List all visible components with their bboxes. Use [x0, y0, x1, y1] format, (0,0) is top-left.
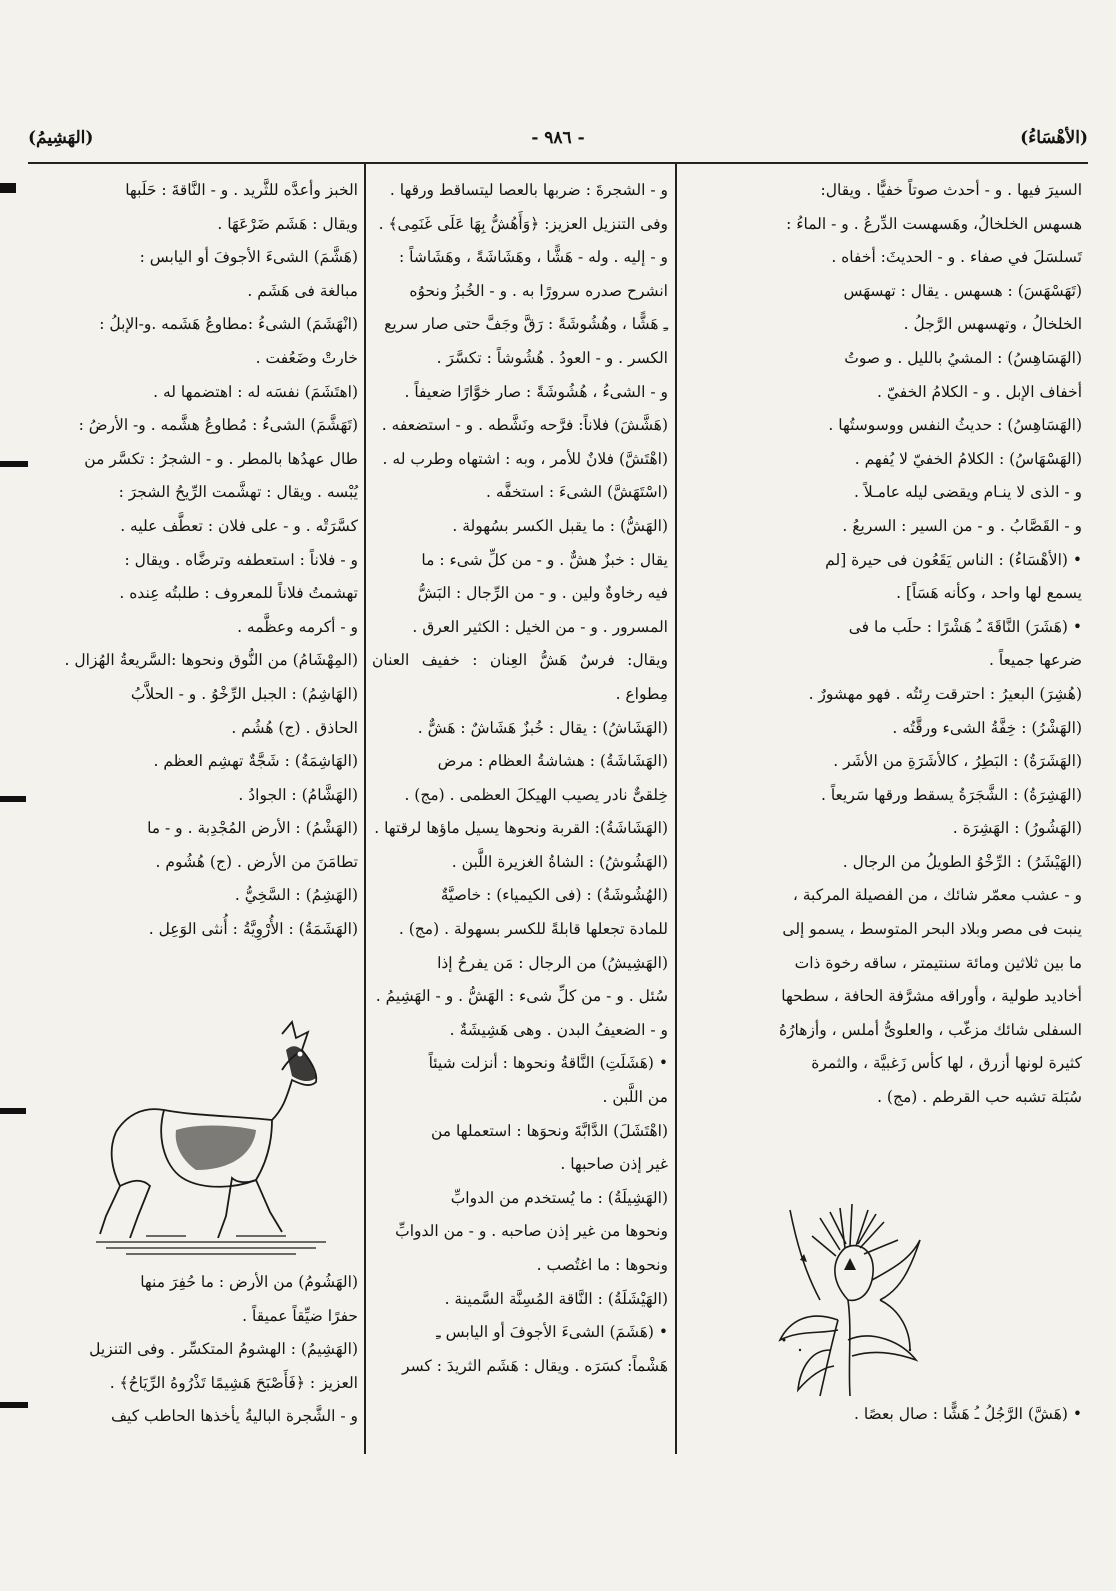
entry-line: يقال : خبزٌ هشٌّ . و - من كلِّ شىء : ما: [421, 550, 668, 569]
entry-line: الخبز وأعدَّه للثَّريد . و - النَّاقةَ : حَلَبها: [125, 181, 358, 199]
entry-line: من اللَّبن .: [602, 1088, 668, 1107]
margin-mark: [0, 796, 26, 802]
entry-line: هسهس الخلخالُ، وهَسهست الدِّرعُ . و - الماءُ :: [786, 214, 1082, 233]
entry-line: • (هَشَرَ) النَّاقَةَ ـُ هَشْرًا : حلَب ما فى: [848, 617, 1082, 636]
entry-line: (تَهَسْهَسَ) : هسهس . يقال : تهسهَس: [843, 281, 1082, 300]
entry-line: (الهَسْهَاسُ) : الكلامُ الخفيّ لا يُفهم .: [854, 449, 1082, 468]
entry-line: (الهَشُّ) : ما يقبل الكسر بسُهولة .: [452, 516, 668, 535]
entry-line: (الهَشُومُ) من الأرض : ما حُفِرَ منها: [140, 1273, 358, 1291]
entry-line: (الهُشُوشَةُ) : (فى الكيمياء) : خاصيَّةٌ: [440, 886, 668, 905]
entry-line: (الهَيْشَلَةُ) : النَّاقة المُسِنَّة السَّمينة .: [444, 1289, 668, 1308]
entry-line: ينبت فى مصر وبلاد البحر المتوسط ، يسمو إلى: [782, 920, 1082, 939]
margin-mark: [0, 1402, 28, 1408]
entry-line: (اسْتَهَشَّ) الشىءَ : استخفَّه .: [485, 483, 668, 502]
entry-line: و - الذى لا ينـام ويقضى ليله عامـلاً .: [854, 483, 1082, 502]
entry-line: • (هَشَلَتِ) النَّاقةُ ونحوها : أنزلت شيئاً: [428, 1054, 668, 1073]
entry-line: خِلقىٌّ نادر يصيب الهيكلَ العظمى . (مج) .: [404, 785, 668, 804]
entry-line: ويقال: فرسٌ هَشُّ العِنان : خفيف العنان مِطواع .: [372, 651, 668, 703]
entry-line: و - الشجرةَ : ضربها بالعصا ليتساقط ورقها .: [389, 181, 668, 199]
entry-line: (الهَشِرَةُ) : الشَّجَرَةُ يسقط ورقها سَريعاً .: [820, 785, 1082, 804]
entry-line: (هَشَّشَ) فلاناً: فرَّحه ونَشَّطه . و - استضعفه .: [381, 416, 668, 435]
entry-line: (الهَسَاهِسُ) : المشيُ بالليل . و صوتُ: [844, 348, 1082, 367]
entry-line: الحاذق . (ج) هُشُم .: [231, 718, 358, 737]
entry-line: للمادة تجعلها قابلةً للكسر بسهولة . (مج) .: [398, 920, 668, 939]
entry-line: (الهَشُورُ) : الهَشِرَة .: [952, 819, 1082, 838]
entry-line: (الهَشَرَةُ) : البَطِرُ ، كالأشَرَةِ من الأشَر .: [833, 752, 1082, 771]
entry-line: يُبْسه . ويقال : تهشَّمت الرِّيحُ الشجرَ :: [118, 483, 358, 502]
entry-line: • (الأهْسَاءُ) : الناس يَقَعُون فى حيرة [لم: [825, 550, 1082, 569]
entry-line: (الهَشْرُ) : خِفَّةُ الشىء ورقَّتُه .: [892, 718, 1082, 737]
left-guide-word: (الهَشِيمُ): [28, 128, 94, 148]
entry-line: (الهَشْمُ) : الأرض المُجْدِبة . و - ما: [147, 819, 358, 838]
entry-line: الكسر . و - العودُ . هُشُوشاً : تكسَّرَ .: [436, 348, 668, 367]
entry-line: (الهَشِمُ) : السَّخِيُّ .: [234, 886, 358, 905]
column-divider-left: [364, 164, 366, 1454]
thistle-illustration: [760, 1200, 940, 1400]
margin-mark: [0, 1108, 26, 1114]
entry-line: (الهَاشِمُ) : الجبل الرِّخْوُ . و - الحلاَّبُ: [130, 684, 358, 703]
entry-line: ما بين ثلاثين ومائة سنتيمتر ، ساقه رخوة ذات: [794, 953, 1082, 972]
column-middle: [372, 174, 668, 1383]
entry-line: العزيز : ﴿فَأَصْبَحَ هَشِيمًا تَذْرُوهُ الرِّيَاحُ﴾ .: [109, 1373, 358, 1392]
entry-line: (الهَشَاشَةُ) : هشاشةُ العظام : مرض: [437, 752, 668, 771]
entry-line: فيه رخاوةٌ ولين . و - من الرِّجال : البَشُّ: [417, 584, 668, 603]
entry-line: (الهَشِيشُ) من الرجال : مَن يفرحُ إذا: [437, 953, 668, 972]
entry-line: (المِهْشَامُ) من النُّوق ونحوها :السَّريعةُ الهُزال .: [64, 651, 358, 670]
entry-line: يسمع لها واحد ، وكأنه هَسَاً] .: [896, 584, 1082, 603]
entry-line: الخلخالُ ، وتهسهس الرَّجلُ .: [903, 315, 1082, 334]
entry-line: انشرح صدره سرورًا به . و - الخُبزُ ونحوُه: [409, 281, 668, 300]
entry-line: المسرور . و - من الخيل : الكثير العرق .: [412, 617, 668, 636]
entry-line: تَسلسَلَ في صفاء . و - الحديثَ: أخفاه .: [831, 248, 1082, 267]
entry-line: حفرًا ضيِّقاً عميقاً .: [242, 1306, 358, 1325]
entry-line: و - أكرمه وعظَّمه .: [237, 617, 358, 636]
entry-line: (الهَسَاهِسُ) : حديثُ النفس ووسوستُها .: [828, 416, 1082, 435]
entry-line: (تَهَشَّمَ) الشىءُ : مُطاوعُ هشَّمه . و- الأرضُ :: [78, 416, 358, 435]
column-left: [56, 174, 358, 947]
entry-line: و - الشىءُ ، هُشُوشَةً : صار خوَّارًا ضعيفاً .: [404, 382, 668, 401]
entry-line: السفلى شائك مزغّب ، والعلوىُّ أملس ، وأزهارُهُ: [778, 1020, 1082, 1039]
entry-line: أخفاف الإبل . و - الكلامُ الخفيّ .: [876, 382, 1082, 401]
entry-line: سُئل . و - من كلِّ شىء : الهَشُّ . و - الهَشِيمُ .: [375, 987, 668, 1006]
entry-line: (الهَشِيمُ) : الهشومُ المتكسِّر . وفى التنزيل: [89, 1340, 358, 1359]
entry-line: • (هَشَمَ) الشىءَ الأجوفَ أو اليابس ـِ: [436, 1323, 668, 1342]
column-left-bottom: [56, 1266, 358, 1434]
entry-line: ويقال : هَشَم ضَرْعَهَا .: [217, 214, 358, 233]
entry-line: غير إذن صاحبها .: [560, 1155, 668, 1174]
entry-line: (اهتَشَمَ) نفسَه له : اهتضمها له .: [153, 382, 358, 401]
entry-line: (الهَشَمَةُ) : الأُرْوِيَّةُ : أُنثى الوَعِل .: [148, 920, 358, 939]
column-divider-right: [675, 164, 677, 1454]
page-number: - ٩٨٦ -: [531, 128, 585, 148]
entry-line: (الهَشُوشُ) : الشاةُ الغزيرة اللَّبن .: [451, 852, 668, 871]
entry-line: (الهَيْشَرُ) : الرِّخْوُ الطويلُ من الرجال .: [842, 852, 1082, 871]
entry-line: سُبَلة تشبه حب القرطم . (مج) .: [877, 1088, 1082, 1107]
entry-line: ضرعها جميعاً .: [988, 651, 1082, 670]
column-right-bottom: [682, 1398, 1082, 1432]
entry-line: و - الضعيفُ البدن . وهى هَشِيشَةٌ .: [449, 1020, 668, 1039]
margin-mark: [0, 183, 16, 193]
entry-line: كثيرة لونها أزرق ، لها كأس زَغبيَّة ، والثمرة: [811, 1054, 1082, 1073]
entry-line: السيرَ فيها . و - أحدث صوتاً خفيًّا . ويقال:: [820, 181, 1082, 199]
entry-line: ونحوها من غير إذن صاحبه . و - من الدوابِّ: [395, 1222, 668, 1241]
entry-line: هَشْماً: كسَرَه . ويقال : هَشَم الثريدَ : كسر: [402, 1356, 668, 1375]
entry-line: (الهَشَّامُ) : الجوادُ .: [238, 785, 358, 804]
entry-line: وفى التنزيل العزيز: ﴿وَأَهُشُّ بِهَا عَلَى غَنَمِى﴾ .: [378, 214, 668, 233]
header-rule: [28, 162, 1088, 164]
entry-line: و - الشَّجرة الباليةُ يأخذها الحاطب كيف: [110, 1407, 358, 1426]
entry-line: و - القَصَّابُ . و - من السير : السريعُ .: [842, 516, 1082, 535]
entry-line: مبالغة فى هَشَم .: [247, 281, 358, 300]
entry-line: ـِ هَشًّا ، وهُشُوشَةً : رَقَّ وجَفَّ حتى صار سريع: [384, 315, 668, 334]
entry-line: تهشمتُ فلاناً للمعروف : طلبتُه عِنده .: [119, 584, 358, 603]
column-right: [682, 174, 1082, 1115]
entry-line: ونحوها : ما اغتُصب .: [536, 1256, 668, 1274]
entry-line: (الهَشَاشُ) : يقال : خُبزٌ هَشَاشٌ : هَشٌّ .: [417, 718, 668, 737]
entry-line: (الهَشَاشَةُ): القربة ونحوها يسيل ماؤها لرقتها .: [374, 819, 668, 838]
female-ibex-illustration: [86, 1020, 336, 1260]
entry-line: (اهْتَشَلَ) الدَّابَّةَ ونحوَها : استعملها من: [431, 1121, 668, 1140]
entry-line: أخاديد طولية ، وأوراقه مشرَّفة الحافة ، سطحها: [781, 987, 1082, 1006]
entry-line: (انْهَشَمَ) الشىءُ :مطاوعُ هَشَمه .و-الإبلُ :: [99, 315, 358, 334]
entry-line: و - إليه . وله - هَشًّا ، وهَشَاشَةً ، وهَشَاشاً :: [399, 248, 668, 267]
entry-line: و - عشب معمّر شائك ، من الفصيلة المركبة ،: [792, 886, 1082, 905]
entry-line: • (هَشَّ) الرَّجُلُ ـُ هَشًّا : صال بعصًا .: [853, 1405, 1082, 1423]
running-header: [28, 122, 1088, 152]
entry-line: (الهَشِيلَةُ) : ما يُستخدم من الدوابِّ: [450, 1188, 668, 1207]
entry-line: (الهَاشِمَةُ) : شَجَّةٌ تهشِم العظم .: [153, 752, 358, 771]
entry-line: تطامَنَ من الأرض . (ج) هُشُوم .: [155, 852, 358, 871]
entry-line: طال عهدُها بالمطر . و - الشجرُ : تكسَّر من: [84, 449, 358, 468]
right-guide-word: (الأهْسَاءُ): [1020, 128, 1088, 148]
entry-line: كسَّرَتْه . و - على فلان : تعطَّف عليه .: [120, 516, 358, 535]
entry-line: و - فلاناً : استعطفه وترضَّاه . ويقال :: [124, 550, 358, 569]
entry-line: خارتْ وضَعُفت .: [255, 348, 358, 367]
margin-mark: [0, 461, 28, 467]
entry-line: (هُشِرَ) البعيرُ : احترقت رِئتُه . فهو مهشورٌ .: [808, 684, 1082, 703]
entry-line: (اهْتَشَّ) فلانٌ للأمر ، وبه : اشتهاه وطرب له .: [382, 449, 668, 468]
entry-line: (هَشَّمَ) الشىءَ الأجوفَ أو اليابس :: [139, 248, 358, 267]
